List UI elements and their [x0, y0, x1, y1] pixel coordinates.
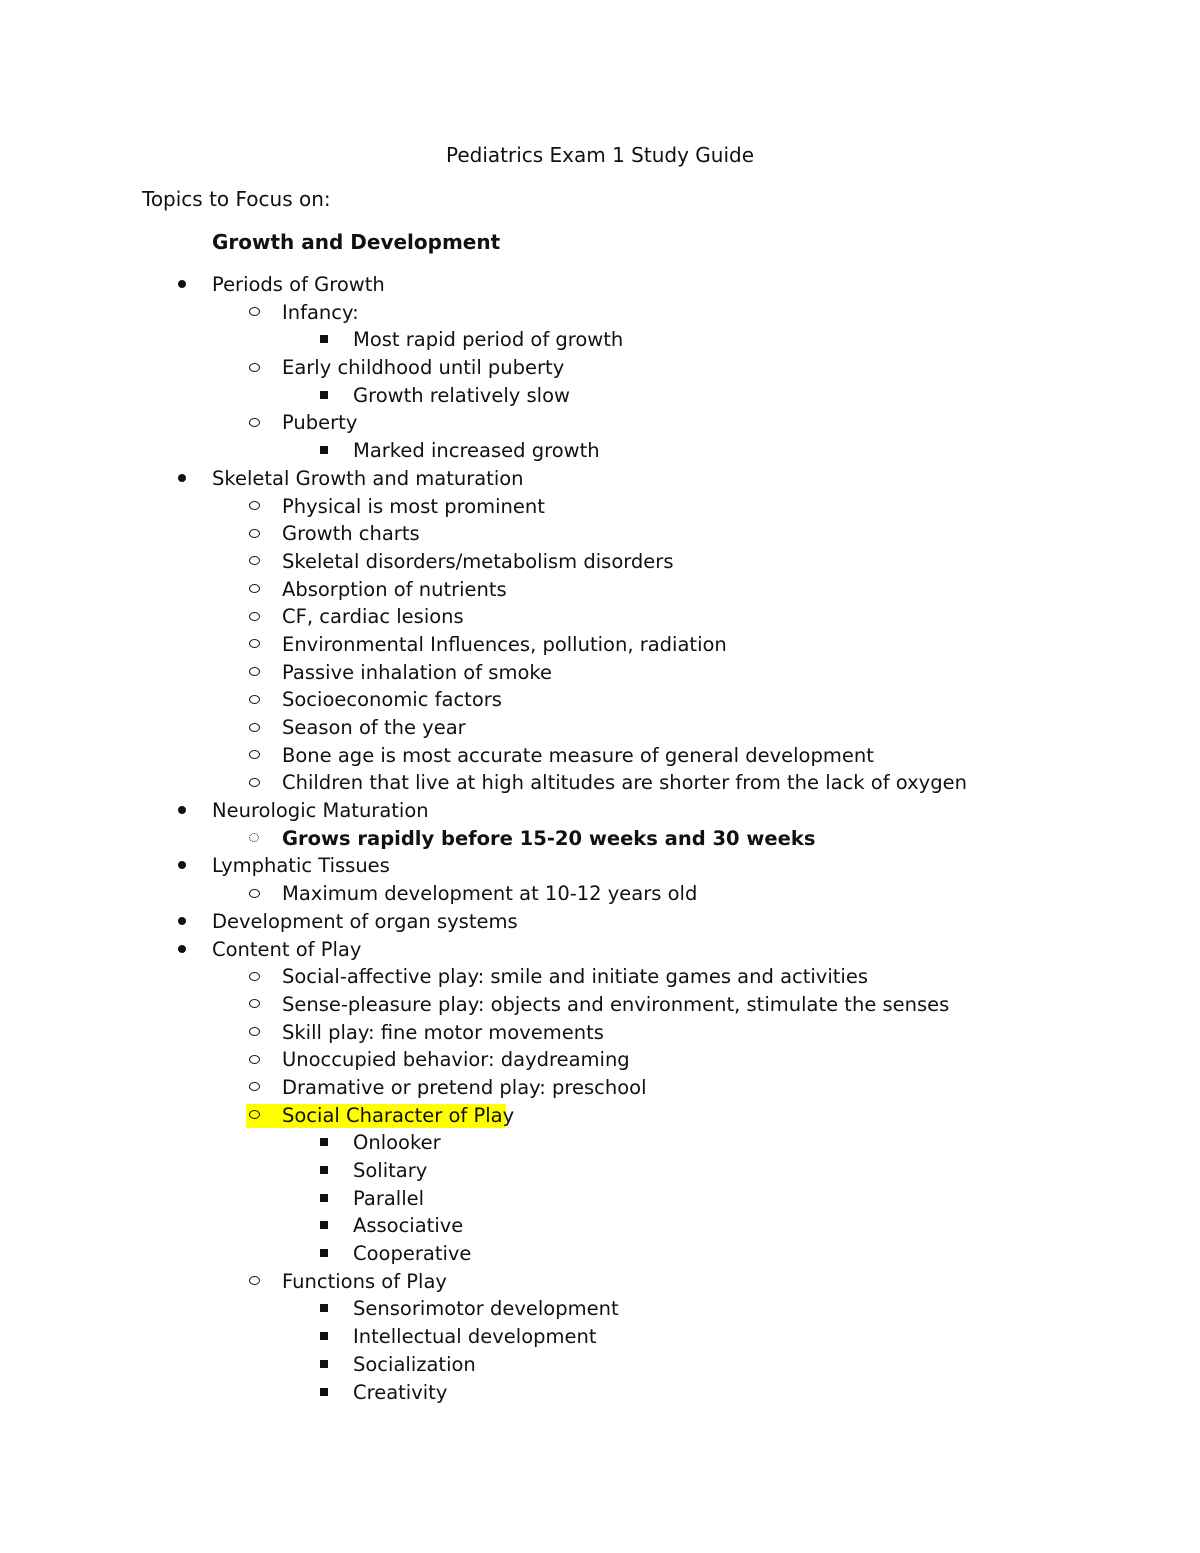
filled-square-bullet-icon [316, 326, 332, 354]
outline-item-text: Periods of Growth [212, 273, 385, 296]
outline-item-text: Socioeconomic factors [282, 688, 502, 712]
outline-item-text: CF, cardiac lesions [282, 605, 464, 629]
outline-item-level-1 [0, 852, 1200, 880]
outline-item-level-2 [0, 548, 1200, 576]
filled-square-bullet-icon [316, 1212, 332, 1240]
outline-item-level-2 [0, 520, 1200, 548]
hollow-circle-bullet-icon [246, 603, 262, 631]
outline-item-text: Onlooker [353, 1131, 441, 1155]
filled-square-bullet-icon [316, 1129, 332, 1157]
filled-square-bullet-icon [316, 437, 332, 465]
outline-item-text: Social Character of Play [282, 1103, 515, 1127]
hollow-circle-bullet-icon [246, 548, 262, 576]
outline-item-text: Children that live at high altitudes are shorter from the lack of oxygen [282, 771, 967, 795]
outline-item-text: Lymphatic Tissues [212, 854, 390, 878]
outline-item-level-3 [0, 1240, 1200, 1268]
outline-item-level-3 [0, 1212, 1200, 1240]
hollow-circle-bullet-icon [246, 991, 262, 1019]
outline-item-level-3 [0, 1185, 1200, 1213]
outline-item-text: Skeletal Growth and maturation [212, 466, 524, 490]
outline-item-level-3 [0, 1129, 1200, 1157]
outline-item-level-2 [0, 299, 1200, 327]
filled-square-bullet-icon [316, 1351, 332, 1379]
section-heading: Growth and Development [212, 230, 501, 254]
filled-circle-bullet-icon [174, 852, 190, 880]
outline-item-text: Grows rapidly before 15-20 weeks and 30 weeks [282, 826, 816, 850]
outline-item-level-2 [0, 603, 1200, 631]
outline-item-level-1 [0, 797, 1200, 825]
hollow-circle-bullet-icon [246, 1046, 262, 1074]
outline-item-level-3 [0, 1295, 1200, 1323]
filled-square-bullet-icon [316, 1379, 332, 1407]
outline-item-level-3 [0, 326, 1200, 354]
outline-item-text: Skeletal disorders/metabolism disorders [282, 549, 674, 573]
outline-item-text: Absorption of nutrients [282, 577, 507, 601]
hollow-circle-bullet-icon [246, 1268, 262, 1296]
outline-item-text: Sense-pleasure play: objects and environment, stimulate the senses [282, 992, 950, 1016]
outline-item-level-2 [0, 825, 1200, 853]
outline-item-text: Environmental Influences, pollution, radiation [282, 632, 727, 656]
hollow-circle-bullet-icon [246, 409, 262, 437]
outline-item-level-2 [0, 1046, 1200, 1074]
outline-item-level-1 [0, 908, 1200, 936]
outline-item-text: Socialization [353, 1352, 476, 1376]
hollow-circle-bullet-icon [246, 880, 262, 908]
outline-item-text: Parallel [353, 1186, 425, 1210]
outline-item-level-3 [0, 437, 1200, 465]
outline-item-text: Creativity [353, 1380, 448, 1404]
filled-square-bullet-icon [316, 382, 332, 410]
outline-item-text: Sensorimotor development [353, 1297, 619, 1321]
filled-circle-bullet-icon [174, 797, 190, 825]
outline-item-level-3 [0, 1323, 1200, 1351]
outline-item-level-2 [0, 991, 1200, 1019]
outline-item-level-3 [0, 1351, 1200, 1379]
outline-item-text: Cooperative [353, 1242, 472, 1266]
outline-item-text: Unoccupied behavior: daydreaming [282, 1048, 630, 1072]
outline-item-text: Growth charts [282, 522, 420, 546]
filled-circle-bullet-icon [174, 465, 190, 493]
hollow-circle-bullet-icon [246, 714, 262, 742]
hollow-circle-bullet-icon [246, 520, 262, 548]
outline-item-text: Puberty [282, 411, 358, 435]
outline-item-text: Associative [353, 1214, 464, 1238]
outline-item-level-1 [0, 936, 1200, 964]
hollow-circle-bullet-icon [246, 742, 262, 770]
hollow-circle-bullet-icon [246, 1102, 262, 1130]
dotted-circle-bullet-icon [246, 825, 262, 853]
outline-item-text: Early childhood until puberty [282, 356, 565, 380]
hollow-circle-bullet-icon [246, 299, 262, 327]
outline-item-text: Infancy: [282, 300, 359, 324]
outline-item-level-2 [0, 963, 1200, 991]
filled-square-bullet-icon [316, 1295, 332, 1323]
outline-item-text: Skill play: fine motor movements [282, 1020, 604, 1044]
outline-item-level-2 [0, 493, 1200, 521]
hollow-circle-bullet-icon [246, 659, 262, 687]
outline-item-level-2 [0, 686, 1200, 714]
bullet-outline [0, 271, 1200, 1406]
hollow-circle-bullet-icon [246, 576, 262, 604]
outline-item-text: Passive inhalation of smoke [282, 660, 552, 684]
filled-square-bullet-icon [316, 1323, 332, 1351]
outline-item-level-3 [0, 1157, 1200, 1185]
outline-item-level-2 [0, 576, 1200, 604]
outline-item-level-2 [0, 1102, 1200, 1130]
outline-item-text: Solitary [353, 1159, 428, 1182]
hollow-circle-bullet-icon [246, 963, 262, 991]
hollow-circle-bullet-icon [246, 631, 262, 659]
filled-square-bullet-icon [316, 1240, 332, 1268]
outline-item-text: Dramative or pretend play: preschool [282, 1075, 647, 1099]
outline-item-text: Maximum development at 10-12 years old [282, 882, 698, 906]
intro-text: Topics to Focus on: [142, 187, 331, 211]
hollow-circle-bullet-icon [246, 769, 262, 797]
filled-square-bullet-icon [316, 1185, 332, 1213]
outline-item-level-2 [0, 354, 1200, 382]
filled-square-bullet-icon [316, 1157, 332, 1185]
outline-item-level-3 [0, 382, 1200, 410]
outline-item-text: Most rapid period of growth [353, 328, 624, 352]
outline-item-text: Season of the year [282, 716, 466, 739]
outline-item-text: Intellectual development [353, 1325, 597, 1349]
outline-item-text: Neurologic Maturation [212, 799, 429, 823]
outline-item-text: Physical is most prominent [282, 494, 545, 518]
hollow-circle-bullet-icon [246, 354, 262, 382]
outline-item-level-1 [0, 465, 1200, 493]
hollow-circle-bullet-icon [246, 1019, 262, 1047]
filled-circle-bullet-icon [174, 936, 190, 964]
outline-item-level-3 [0, 1379, 1200, 1407]
outline-item-level-2 [0, 659, 1200, 687]
outline-item-level-1 [0, 271, 1200, 299]
page-title: Pediatrics Exam 1 Study Guide [445, 143, 755, 167]
outline-item-text: Content of Play [212, 937, 362, 961]
outline-item-level-2 [0, 880, 1200, 908]
outline-item-level-2 [0, 1074, 1200, 1102]
hollow-circle-bullet-icon [246, 686, 262, 714]
hollow-circle-bullet-icon [246, 493, 262, 521]
outline-item-level-2 [0, 1019, 1200, 1047]
outline-item-text: Development of organ systems [212, 909, 518, 933]
outline-item-text: Bone age is most accurate measure of general development [282, 743, 874, 767]
outline-item-level-2 [0, 1268, 1200, 1296]
outline-item-level-2 [0, 769, 1200, 797]
outline-item-text: Social-affective play: smile and initiate games and activities [282, 965, 868, 989]
outline-item-level-2 [0, 742, 1200, 770]
hollow-circle-bullet-icon [246, 1074, 262, 1102]
outline-item-level-2 [0, 409, 1200, 437]
filled-circle-bullet-icon [174, 908, 190, 936]
outline-item-text: Functions of Play [282, 1269, 447, 1293]
outline-item-level-2 [0, 714, 1200, 742]
outline-item-text: Growth relatively slow [353, 383, 570, 407]
outline-item-text: Marked increased growth [353, 439, 600, 463]
outline-item-level-2 [0, 631, 1200, 659]
filled-circle-bullet-icon [174, 271, 190, 299]
